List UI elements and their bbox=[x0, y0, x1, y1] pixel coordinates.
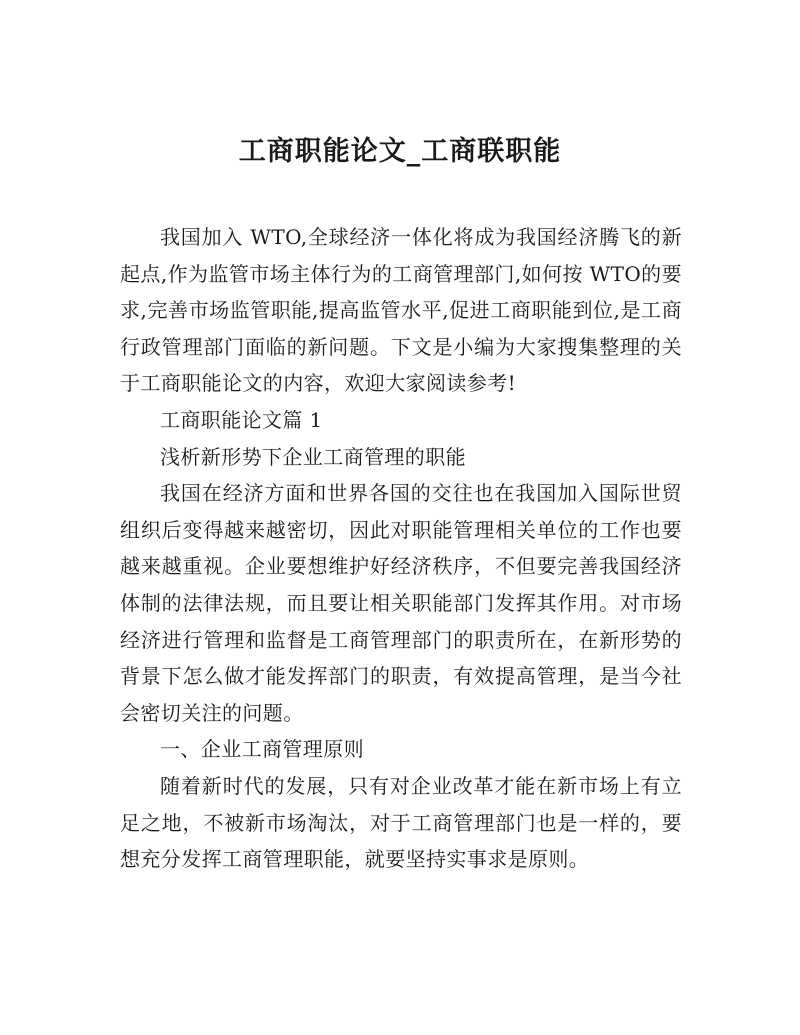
paragraph-article-subtitle: 浅析新形势下企业工商管理的职能 bbox=[160, 444, 466, 469]
paragraph-intro: 我国加入 WTO,全球经济一体化将成为我国经济腾飞的新起点,作为监管市场主体行为的工商管理部门,如何按 WTO的要求,完善市场监管职能,提高监管水平,促进工商职能到位,是工商行政管理部门面临的新问题。下文是小编为大家搜集整理的关于工商职能论文的内容，欢迎大家阅读参考! bbox=[120, 225, 682, 396]
document-title: 工商职能论文_工商联职能 bbox=[238, 136, 562, 167]
document-body bbox=[120, 219, 682, 878]
paragraph-body: 随着新时代的发展，只有对企业改革才能在新市场上有立足之地，不被新市场淘汰，对于工商管理部门也是一样的，要想充分发挥工商管理职能，就要坚持实事求是原则。 bbox=[120, 773, 682, 872]
paragraph-section-heading: 一、企业工商管理原则 bbox=[160, 737, 364, 762]
paragraph-article-heading: 工商职能论文篇 1 bbox=[160, 407, 323, 432]
paragraph-body: 我国在经济方面和世界各国的交往也在我国加入国际世贸组织后变得越来越密切，因此对职能管理相关单位的工作也要越来越重视。企业要想维护好经济秩序，不但要完善我国经济体制的法律法规，而且要让相关职能部门发挥其作用。对市场经济进行管理和监督是工商管理部门的职责所在，在新形势的背景下怎么做才能发挥部门的职责，有效提高管理，是当今社会密切关注的问题。 bbox=[120, 481, 682, 725]
